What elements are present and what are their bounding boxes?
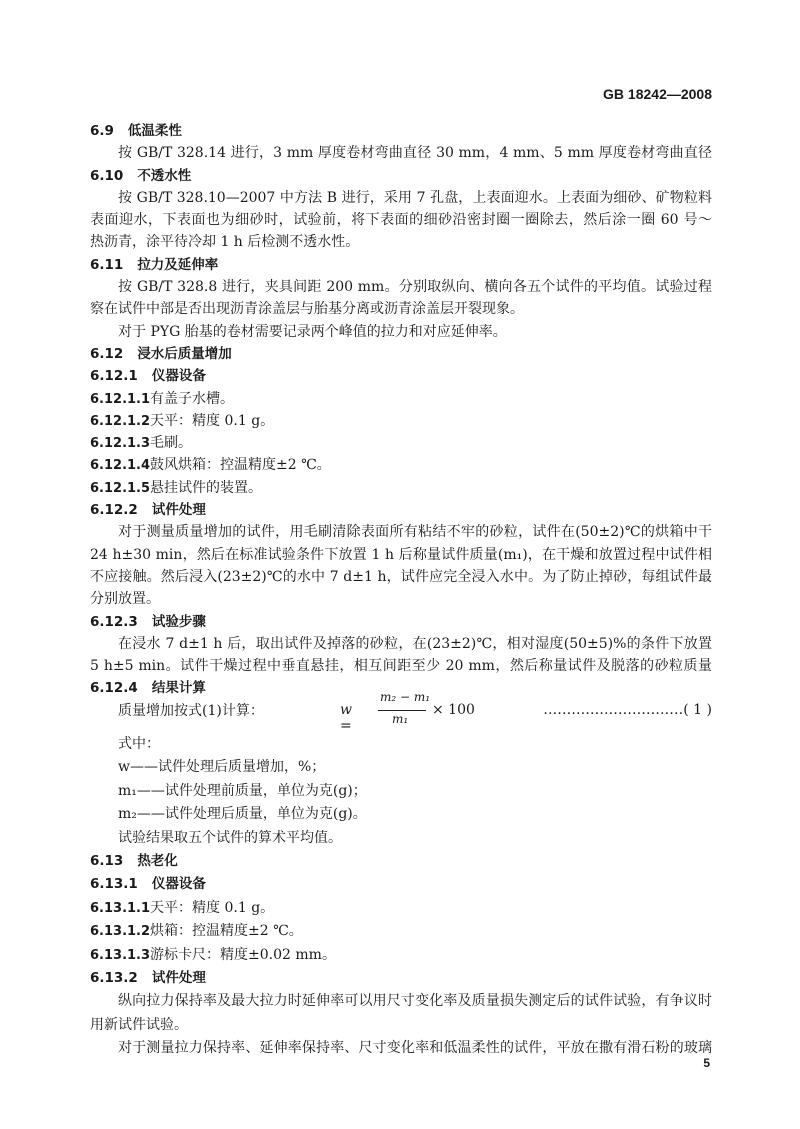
- paragraph-line: m₂——试件处理后质量，单位为克(g)。: [118, 806, 367, 823]
- section-title: 不透水性: [137, 167, 192, 184]
- section-title: 试件处理: [151, 969, 206, 986]
- section-title: 毛刷。: [150, 435, 193, 452]
- section-number: 6.12.4: [90, 680, 138, 697]
- section-title: 结果计算: [151, 680, 206, 697]
- paragraph-line: m₁——试件处理前质量，单位为克(g)；: [118, 782, 367, 799]
- page-number: 5: [703, 1056, 710, 1070]
- section-title: 游标卡尺：精度±0.02 mm。: [150, 946, 336, 963]
- paragraph-line: 纵向拉力保持率及最大拉力时延伸率可以用尺寸变化率及质量损失测定后的试件试验，有争议时: [118, 993, 712, 1010]
- standard-code-header: GB 18242—2008: [603, 86, 712, 102]
- section-heading: [90, 944, 712, 967]
- section-heading: [90, 611, 712, 633]
- section-heading: [90, 477, 712, 499]
- paragraph-line: 不应接触。然后浸入(23±2)℃的水中 7 d±1 h，试件应完全浸入水中。为了防止掉砂，每组试件最: [90, 568, 712, 585]
- content-lower: [90, 733, 712, 1060]
- section-number: 6.13.1.2: [90, 924, 151, 940]
- paragraph-line: 对于测量质量增加的试件，用毛刷清除表面所有粘结不牢的砂粒，试件在(50±2)℃的烘箱中干: [118, 524, 712, 541]
- section-heading: [90, 388, 712, 410]
- paragraph-line: 对于测量拉力保持率、延伸率保持率、尺寸变化率和低温柔性的试件，平放在撒有滑石粉的玻璃: [118, 1040, 712, 1057]
- section-title: 仪器设备: [151, 368, 206, 385]
- section-title: 仪器设备: [151, 876, 206, 893]
- paragraph-line: 表面迎水，下表面也为细砂时，试验前，将下表面的细砂沿密封圈一圈除去，然后涂一圈 60 号～: [90, 212, 712, 229]
- section-number: 6.12.3: [90, 613, 138, 630]
- content-upper: [90, 120, 712, 722]
- paragraph-line: 分别放置。: [90, 591, 160, 608]
- formula-multiplier: × 100: [432, 702, 475, 718]
- paragraph-line: 5 h±5 min。试件干燥过程中垂直悬挂，相互间距至少 20 mm，然后称量试件及脱落的砂粒质量: [90, 658, 712, 675]
- section-heading: [90, 365, 712, 387]
- paragraph-line: 质量增加按式(1)计算：: [118, 702, 264, 719]
- section-title: 试件处理: [151, 502, 206, 519]
- paragraph-line: w——试件处理后质量增加，%；: [118, 759, 326, 776]
- paragraph-line: 24 h±30 min，然后在标准试验条件下放置 1 h 后称量试件质量(m₁)，在干燥和放置过程中试件相: [90, 546, 712, 563]
- section-title: 拉力及延伸率: [137, 256, 219, 273]
- paragraph-line: 按 GB/T 328.10—2007 中方法 B 进行，采用 7 孔盘，上表面迎水。上表面为细砂、矿物粒料: [118, 189, 712, 206]
- section-number: 6.10: [90, 167, 124, 184]
- section-heading: [90, 499, 712, 521]
- fraction-bar: [378, 710, 426, 711]
- section-title: 悬挂试件的装置。: [150, 479, 263, 496]
- section-heading: [90, 454, 712, 476]
- section-heading: [90, 410, 712, 432]
- section-number: 6.9: [90, 123, 114, 139]
- paragraph-line: 用新试件试验。: [90, 1016, 188, 1033]
- section-number: 6.12.1.1: [90, 391, 151, 407]
- section-title: 浸水后质量增加: [137, 345, 232, 362]
- section-title: 低温柔性: [127, 123, 182, 139]
- section-heading: [90, 873, 712, 896]
- section-heading: [90, 432, 712, 454]
- section-heading: [90, 165, 712, 187]
- section-title: 天平：精度 0.1 g。: [150, 899, 275, 916]
- paragraph-line: 察在试件中部是否出现沥青涂盖层与胎基分离或沥青涂盖层开裂现象。: [90, 301, 524, 318]
- section-title: 试验步骤: [151, 613, 206, 630]
- section-title: 鼓风烘箱：控温精度±2 ℃。: [150, 457, 331, 474]
- section-heading: [90, 920, 712, 943]
- paragraph-line: 对于 PYG 胎基的卷材需要记录两个峰值的拉力和对应延伸率。: [118, 323, 507, 340]
- section-heading: [90, 967, 712, 990]
- section-number: 6.13.1: [90, 876, 138, 893]
- formula-denominator: m₁: [392, 712, 409, 726]
- paragraph-line: 按 GB/T 328.8 进行，夹具间距 200 mm。分别取纵向、横向各五个试件的平均值。试验过程: [118, 279, 712, 296]
- paragraph-line: 试验结果取五个试件的算术平均值。: [118, 829, 342, 846]
- section-number: 6.12.1.4: [90, 458, 151, 474]
- section-number: 6.12.1: [90, 368, 138, 385]
- section-title: 热老化: [137, 852, 178, 869]
- section-number: 6.12.1.2: [90, 413, 151, 429]
- section-heading: [90, 343, 712, 365]
- section-title: 有盖子水槽。: [150, 390, 235, 407]
- paragraph-line: 热沥青，涂平待冷却 1 h 后检测不透水性。: [90, 234, 360, 251]
- section-number: 6.13.2: [90, 969, 138, 986]
- section-number: 6.13.1.1: [90, 900, 151, 916]
- section-heading: [90, 897, 712, 920]
- equation-number: …………………………( 1 ): [543, 702, 712, 718]
- formula-lhs: w =: [340, 702, 352, 734]
- section-number: 6.11: [90, 256, 124, 273]
- section-number: 6.12.1.3: [90, 436, 151, 452]
- section-number: 6.13.1.3: [90, 947, 151, 963]
- paragraph-line: 式中：: [118, 736, 160, 752]
- section-title: 天平：精度 0.1 g。: [150, 412, 275, 429]
- paragraph-line: 按 GB/T 328.14 进行，3 mm 厚度卷材弯曲直径 30 mm，4 mm、5 mm 厚度卷材弯曲直径: [118, 145, 712, 162]
- section-number: 6.12.1.5: [90, 480, 151, 496]
- formula-1: [90, 690, 712, 734]
- section-title: 烘箱：控温精度±2 ℃。: [150, 923, 303, 940]
- section-heading: [90, 850, 712, 873]
- section-number: 6.12: [90, 345, 124, 362]
- paragraph-line: 在浸水 7 d±1 h 后，取出试件及掉落的砂粒，在(23±2)℃，相对湿度(50±5)%的条件下放置: [118, 635, 712, 652]
- section-number: 6.13: [90, 852, 124, 869]
- formula-numerator: m₂ − m₁: [380, 690, 431, 704]
- section-heading: [90, 120, 712, 142]
- section-heading: [90, 254, 712, 276]
- section-number: 6.12.2: [90, 502, 138, 519]
